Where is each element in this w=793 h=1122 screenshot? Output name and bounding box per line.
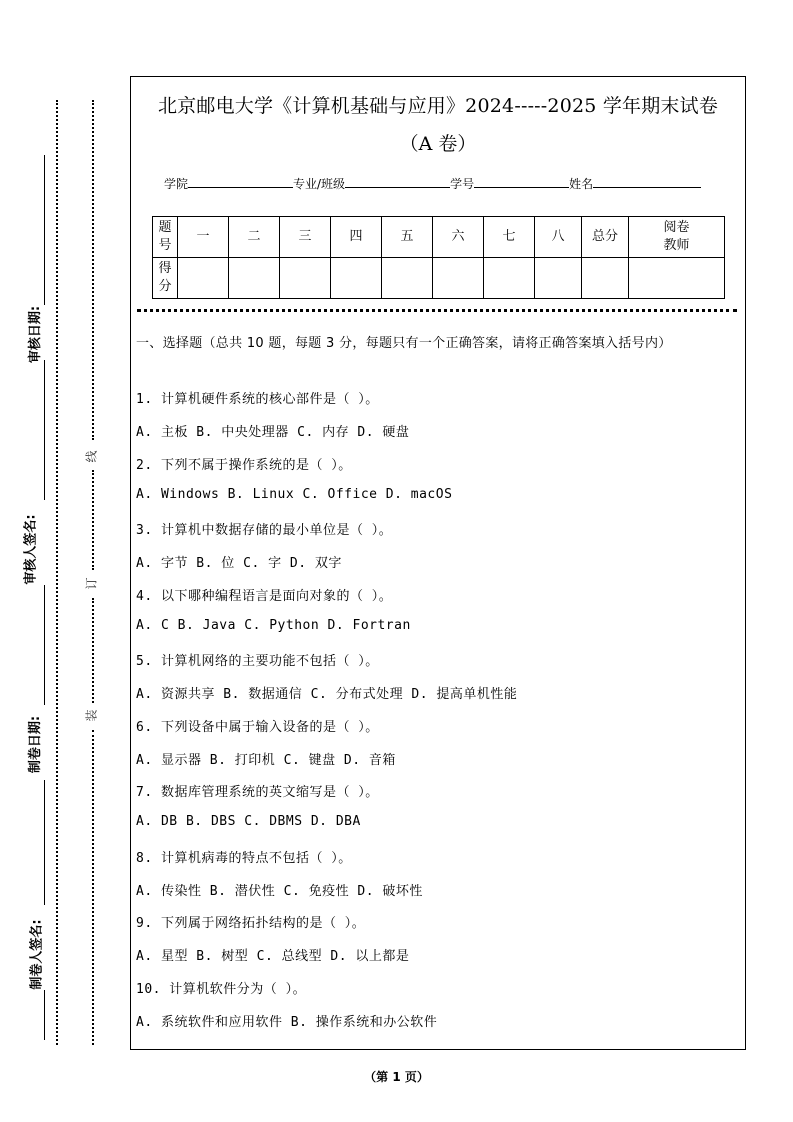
col-header: 五: [382, 217, 433, 258]
page-footer: （第 1 页）: [364, 1070, 429, 1084]
question-number-header: 题 号: [153, 217, 178, 258]
binding-char-zhuang: 装: [84, 709, 99, 722]
student-id-field[interactable]: [474, 175, 569, 188]
name-field[interactable]: [593, 175, 701, 188]
signature-line: [44, 360, 45, 500]
score-cell[interactable]: [382, 258, 433, 299]
college-label: 学院: [164, 177, 189, 191]
signature-line: [44, 155, 45, 305]
question-text: 7. 数据库管理系统的英文缩写是（ ）。: [136, 785, 379, 800]
dotted-binding-line: [92, 730, 94, 1045]
major-class-field[interactable]: [345, 175, 450, 188]
score-table: [152, 216, 725, 299]
college-field[interactable]: [188, 175, 293, 188]
score-table-score-row: [153, 258, 725, 299]
col-header: 六: [433, 217, 484, 258]
dotted-separator: [137, 309, 737, 312]
col-header: 四: [331, 217, 382, 258]
exam-title: 北京邮电大学《计算机基础与应用》2024-----2025 学年期末试卷: [157, 95, 719, 117]
exam-subtitle: （A 卷）: [399, 133, 477, 155]
score-table-header-row: [153, 217, 725, 258]
dotted-binding-line: [92, 100, 94, 440]
name-label: 姓名: [569, 177, 594, 191]
col-header: 七: [484, 217, 535, 258]
col-header: 一: [178, 217, 229, 258]
question-options: A. DB B. DBS C. DBMS D. DBA: [136, 814, 361, 829]
major-class-label: 专业/班级: [293, 177, 346, 191]
col-header: 八: [535, 217, 582, 258]
signature-line: [44, 990, 45, 1040]
question-options: A. 星型 B. 树型 C. 总线型 D. 以上都是: [136, 949, 410, 964]
question-options: A. 传染性 B. 潜伏性 C. 免疫性 D. 破坏性: [136, 884, 423, 899]
student-info-row: [164, 175, 701, 192]
signature-line: [44, 585, 45, 705]
score-cell[interactable]: [331, 258, 382, 299]
col-header: 二: [229, 217, 280, 258]
question-options: A. C B. Java C. Python D. Fortran: [136, 618, 411, 633]
score-cell[interactable]: [535, 258, 582, 299]
question-text: 4. 以下哪种编程语言是面向对象的（ ）。: [136, 589, 393, 604]
question-text: 10. 计算机软件分为（ ）。: [136, 982, 307, 997]
question-options: A. 主板 B. 中央处理器 C. 内存 D. 硬盘: [136, 425, 410, 440]
maker-sign-label: 制卷人签名:: [29, 919, 45, 990]
question-text: 2. 下列不属于操作系统的是（ ）。: [136, 458, 352, 473]
question-options: A. 字节 B. 位 C. 字 D. 双字: [136, 556, 342, 571]
question-text: 6. 下列设备中属于输入设备的是（ ）。: [136, 720, 379, 735]
col-header: 总分: [582, 217, 629, 258]
question-text: 1. 计算机硬件系统的核心部件是（ ）。: [136, 392, 379, 407]
binding-char-ding: 订: [84, 577, 99, 590]
student-id-label: 学号: [450, 177, 475, 191]
score-cell[interactable]: [229, 258, 280, 299]
question-text: 8. 计算机病毒的特点不包括（ ）。: [136, 851, 352, 866]
dotted-binding-line: [92, 598, 94, 703]
binding-char-line: 线: [84, 450, 99, 463]
col-header: 三: [280, 217, 331, 258]
grader-cell[interactable]: [629, 258, 725, 299]
question-options: A. 显示器 B. 打印机 C. 键盘 D. 音箱: [136, 753, 396, 768]
auditor-sign-label: 审核人签名:: [23, 514, 39, 585]
audit-date-label: 审核日期:: [28, 305, 44, 364]
score-cell[interactable]: [484, 258, 535, 299]
signature-line: [44, 780, 45, 905]
score-cell[interactable]: [178, 258, 229, 299]
question-text: 5. 计算机网络的主要功能不包括（ ）。: [136, 654, 379, 669]
score-cell-total[interactable]: [582, 258, 629, 299]
dotted-binding-line: [56, 100, 58, 1045]
score-row-header: 得 分: [153, 258, 178, 299]
question-options: A. Windows B. Linux C. Office D. macOS: [136, 487, 453, 502]
question-text: 9. 下列属于网络拓扑结构的是（ ）。: [136, 916, 366, 931]
question-options: A. 资源共享 B. 数据通信 C. 分布式处理 D. 提高单机性能: [136, 687, 518, 702]
dotted-binding-line: [92, 470, 94, 570]
section-heading: 一、选择题（总共 10 题，每题 3 分，每题只有一个正确答案，请将正确答案填入括号内）: [136, 336, 672, 351]
score-cell[interactable]: [280, 258, 331, 299]
exam-frame: [130, 76, 746, 1050]
score-cell[interactable]: [433, 258, 484, 299]
make-date-label: 制卷日期:: [28, 715, 44, 774]
grader-header: 阅卷 教师: [629, 217, 725, 258]
question-text: 3. 计算机中数据存储的最小单位是（ ）。: [136, 523, 393, 538]
question-options: A. 系统软件和应用软件 B. 操作系统和办公软件: [136, 1015, 438, 1030]
